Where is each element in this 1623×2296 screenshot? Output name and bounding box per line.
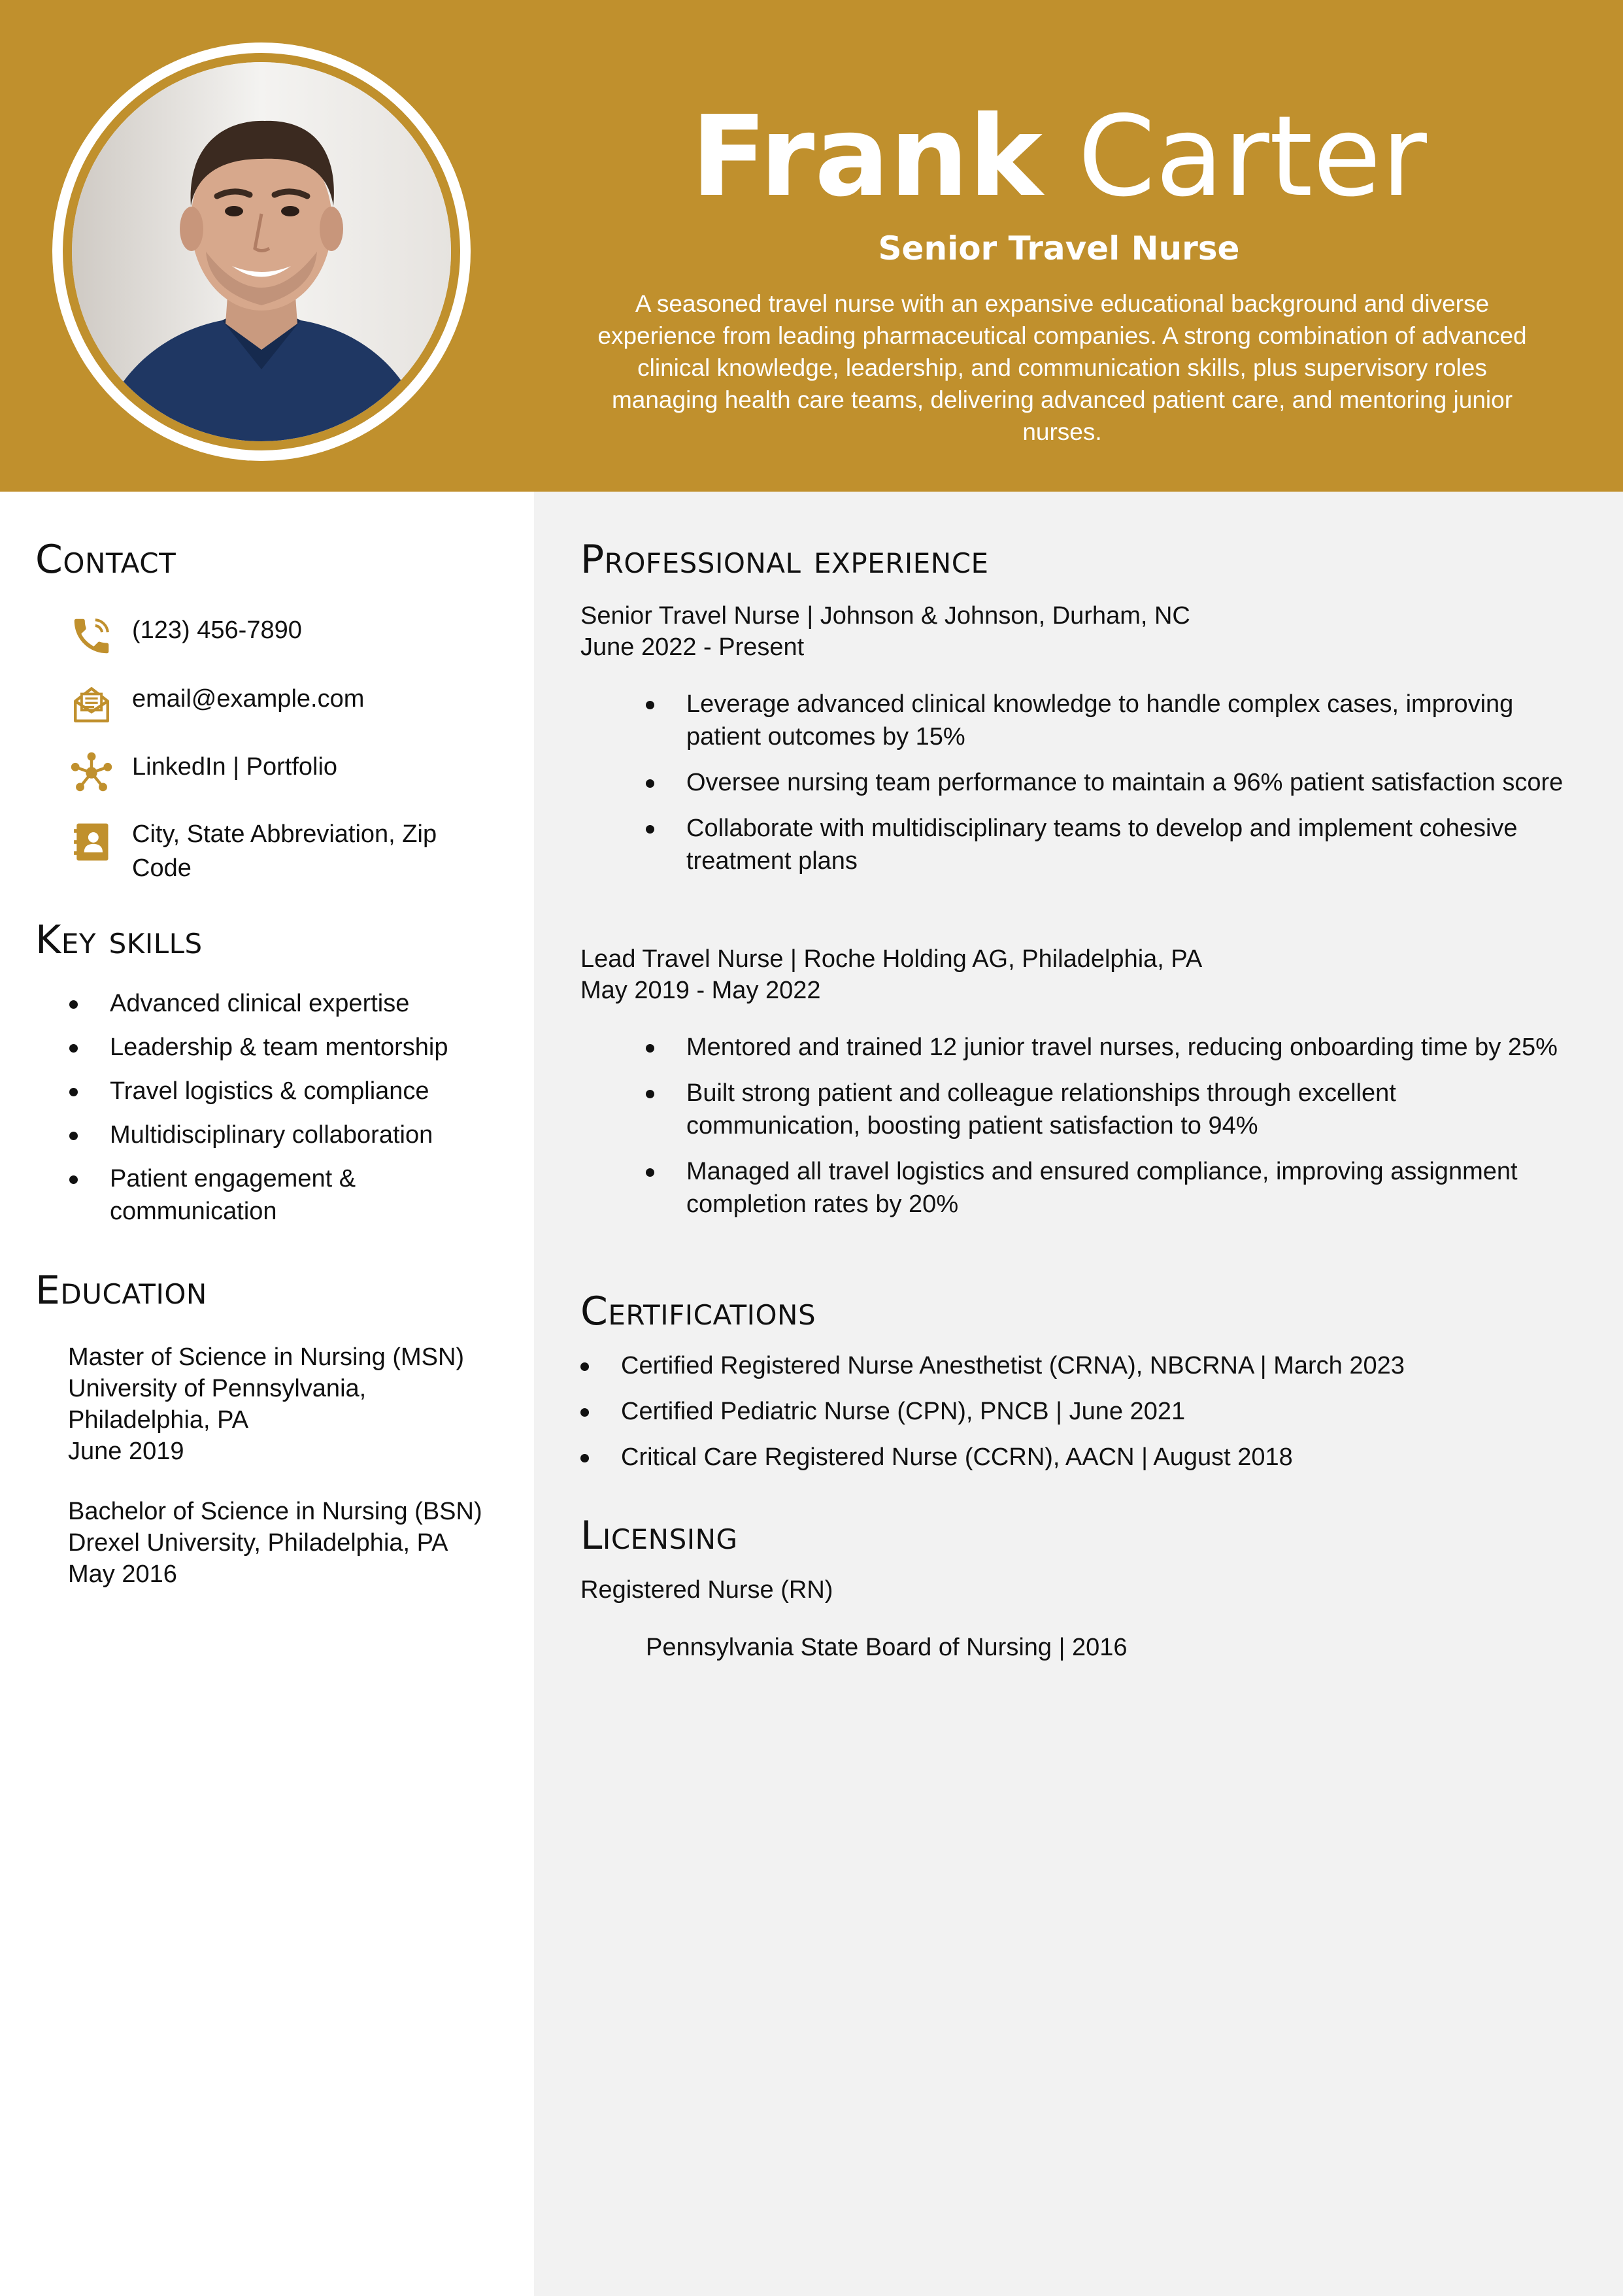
skill-item: Travel logistics & compliance bbox=[65, 1075, 490, 1107]
profile-photo-frame bbox=[52, 42, 471, 461]
job-bullet: Leverage advanced clinical knowledge to handle complex cases, improving patient outcomes by 15% bbox=[643, 688, 1571, 753]
first-name: Frank bbox=[691, 92, 1043, 222]
degree: Bachelor of Science in Nursing (BSN) bbox=[68, 1498, 482, 1525]
certification-item: Certified Pediatric Nurse (CPN), PNCB | June 2021 bbox=[580, 1395, 1561, 1428]
skill-item: Leadership & team mentorship bbox=[65, 1031, 490, 1064]
contact-links bbox=[65, 750, 337, 796]
job-dates: June 2022 - Present bbox=[580, 633, 805, 661]
contact-address bbox=[65, 817, 472, 885]
contact-email bbox=[65, 682, 364, 728]
contact-phone bbox=[65, 613, 302, 659]
job-bullet: Oversee nursing team performance to maintain a 96% patient satisfaction score bbox=[643, 766, 1571, 799]
license-name: Registered Nurse (RN) bbox=[580, 1576, 833, 1604]
skills-list bbox=[65, 987, 490, 1239]
job-title: Senior Travel Nurse bbox=[878, 229, 1240, 267]
degree: Master of Science in Nursing (MSN) bbox=[68, 1343, 465, 1371]
header-banner bbox=[0, 0, 1623, 492]
envelope-icon bbox=[65, 682, 118, 728]
job-heading: Senior Travel Nurse | Johnson & Johnson, Durham, NC bbox=[580, 602, 1190, 630]
education-entry bbox=[68, 1342, 519, 1467]
job-bullet: Collaborate with multidisciplinary teams to develop and implement cohesive treatment plans bbox=[643, 812, 1571, 877]
mailing-address: City, State Abbreviation, Zip Code bbox=[132, 820, 437, 882]
last-name: Carter bbox=[1078, 92, 1427, 222]
email-address: email@example.com bbox=[132, 685, 365, 713]
school: University of Pennsylvania, Philadelphia, PA bbox=[68, 1375, 367, 1434]
job-bullet: Managed all travel logistics and ensured compliance, improving assignment completion rates by 20% bbox=[643, 1155, 1571, 1221]
job-bullet: Built strong patient and colleague relationships through excellent communication, boosting patient satisfaction to 94% bbox=[643, 1077, 1571, 1142]
license-issuer: Pennsylvania State Board of Nursing | 2016 bbox=[646, 1634, 1128, 1661]
education-entry bbox=[68, 1496, 519, 1590]
job-bullet: Mentored and trained 12 junior travel nurses, reducing onboarding time by 25% bbox=[643, 1031, 1571, 1064]
graduation-date: June 2019 bbox=[68, 1438, 184, 1465]
certifications-list bbox=[580, 1349, 1561, 1487]
phone-number: (123) 456-7890 bbox=[132, 616, 302, 644]
job-dates: May 2019 - May 2022 bbox=[580, 977, 821, 1004]
job-bullets bbox=[643, 1031, 1571, 1234]
professional-summary: A seasoned travel nurse with an expansive educational background and diverse experience from leading pharmaceutical companies. A strong combination of advanced clinical knowledge, leadership, and communication skills, plus supervisory roles managing health care teams, delivering advanced patient care, and mentoring junior nurses. bbox=[597, 290, 1527, 445]
job-bullets bbox=[643, 688, 1571, 890]
licensing-heading: Licensing bbox=[580, 1513, 738, 1559]
education-heading: Education bbox=[35, 1268, 207, 1313]
address-book-icon bbox=[65, 817, 118, 863]
network-icon bbox=[65, 750, 118, 796]
certification-item: Critical Care Registered Nurse (CCRN), AACN | August 2018 bbox=[580, 1441, 1561, 1474]
experience-heading: Professional experience bbox=[580, 537, 989, 582]
phone-icon bbox=[65, 613, 118, 659]
key-skills-heading: Key skills bbox=[35, 917, 203, 963]
school: Drexel University, Philadelphia, PA bbox=[68, 1529, 448, 1557]
skill-item: Patient engagement & communication bbox=[65, 1162, 391, 1228]
graduation-date: May 2016 bbox=[68, 1561, 177, 1588]
profile-photo-illustration bbox=[72, 62, 451, 441]
contact-heading: Contact bbox=[35, 537, 176, 582]
profile-links: LinkedIn | Portfolio bbox=[132, 753, 338, 781]
skill-item: Multidisciplinary collaboration bbox=[65, 1119, 490, 1151]
job-heading: Lead Travel Nurse | Roche Holding AG, Philadelphia, PA bbox=[580, 945, 1203, 973]
certifications-heading: Certifications bbox=[580, 1289, 816, 1334]
skill-item: Advanced clinical expertise bbox=[65, 987, 490, 1020]
candidate-name bbox=[562, 92, 1556, 222]
profile-photo bbox=[72, 62, 451, 441]
certification-item: Certified Registered Nurse Anesthetist (CRNA), NBCRNA | March 2023 bbox=[580, 1349, 1561, 1382]
